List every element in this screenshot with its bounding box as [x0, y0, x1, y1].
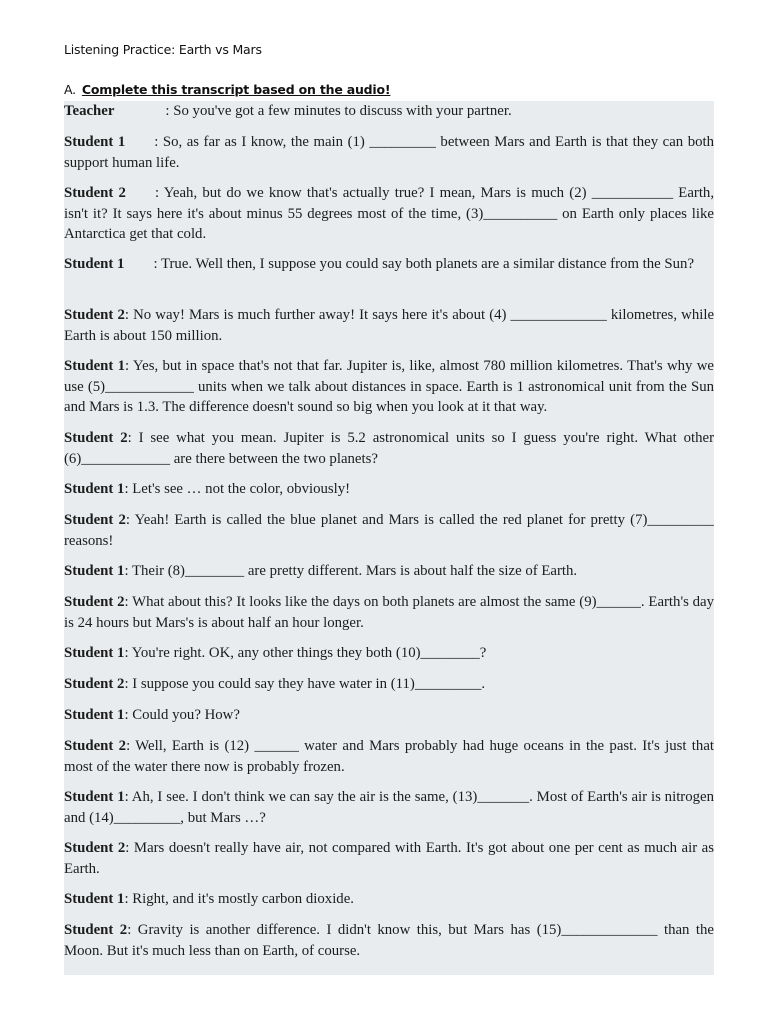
turn-text: You're right. OK, any other things they both (10)________?	[131, 645, 487, 661]
transcript-turn	[64, 479, 714, 500]
speaker-name: Student 1	[64, 563, 125, 579]
transcript-turn	[64, 736, 714, 777]
transcript-turn	[64, 838, 714, 879]
speaker-separator: :	[124, 481, 133, 497]
speaker-name: Student 1	[64, 134, 126, 150]
speaker-separator: :	[127, 430, 139, 446]
turn-text: Let's see … not the color, obviously!	[132, 481, 351, 497]
speaker-name: Student 2	[64, 307, 125, 323]
turn-text: Well, Earth is (12) ______ water and Mars probably had huge oceans in the past. It's just that most of the water there now is probably frozen.	[64, 738, 714, 775]
speaker-separator: :	[124, 645, 132, 661]
turn-text: Mars doesn't really have air, not compared with Earth. It's got about one per cent as much air as Earth.	[64, 840, 714, 877]
speaker-separator: :	[124, 676, 133, 692]
turn-text: Ah, I see. I don't think we can say the air is the same, (13)_______. Most of Earth's air is nitrogen and (14)_________, but Mars …?	[64, 789, 714, 826]
section-instruction: Complete this transcript based on the audio!	[81, 82, 391, 97]
speaker-separator: :	[125, 840, 134, 856]
speaker-name: Student 1	[64, 645, 125, 661]
speaker-name: Student 2	[64, 594, 125, 610]
speaker-separator: :	[124, 707, 133, 723]
transcript-turn	[64, 101, 714, 122]
speaker-name: Teacher	[64, 103, 115, 119]
speaker-separator: :	[153, 256, 161, 272]
speaker-name: Student 1	[64, 481, 125, 497]
speaker-separator: :	[124, 594, 133, 610]
speaker-name: Student 1	[64, 789, 125, 805]
speaker-separator: :	[124, 789, 132, 805]
speaker-separator: :	[127, 922, 138, 938]
worksheet-title: Listening Practice: Earth vs Mars	[64, 42, 262, 57]
speaker-name: Student 1	[64, 256, 125, 272]
speaker-separator: :	[125, 512, 135, 528]
turn-text: True. Well then, I suppose you could say both planets are a similar distance from the Sun?	[160, 256, 695, 272]
speaker-name: Student 2	[64, 922, 128, 938]
speaker-separator: :	[165, 103, 174, 119]
turn-text: Yes, but in space that's not that far. Jupiter is, like, almost 780 million kilometres. That's why we use (5)____________ units when we talk about distances in space. Earth is 1 astronomical unit from the Sun and Mars is 1.3. The difference doesn't sound so big when you look at it that way.	[64, 358, 714, 415]
speaker-separator: :	[125, 358, 133, 374]
transcript-turn	[64, 132, 714, 173]
speaker-name: Student 1	[64, 707, 125, 723]
turn-text: No way! Mars is much further away! It says here it's about (4) _____________ kilometres, while Earth is about 150 million.	[64, 307, 714, 344]
transcript-box	[64, 101, 714, 975]
turn-text: What about this? It looks like the days on both planets are almost the same (9)______. Earth's day is 24 hours but Mars's is about half an hour longer.	[64, 594, 714, 631]
transcript-turn	[64, 920, 714, 961]
turn-text: Yeah! Earth is called the blue planet and Mars is called the red planet for pretty (7)_________ reasons!	[64, 512, 714, 549]
turn-text: Gravity is another difference. I didn't know this, but Mars has (15)_____________ than the Moon. But it's much less than on Earth, of course.	[64, 922, 714, 959]
speaker-separator: :	[124, 891, 133, 907]
speaker-name: Student 2	[64, 676, 125, 692]
turn-text: Their (8)________ are pretty different. Mars is about half the size of Earth.	[131, 563, 578, 579]
speaker-separator: :	[124, 307, 134, 323]
turn-text: I suppose you could say they have water in (11)_________.	[132, 676, 486, 692]
speaker-name: Student 2	[64, 738, 127, 754]
speaker-name: Student 1	[64, 358, 126, 374]
transcript-turn	[64, 643, 714, 664]
transcript-turn	[64, 787, 714, 828]
section-letter: A.	[64, 82, 76, 97]
transcript-turn	[64, 254, 714, 275]
transcript-turn	[64, 510, 714, 551]
turn-text: Could you? How?	[132, 707, 240, 723]
turn-text: So, as far as I know, the main (1) _________ between Mars and Earth is that they can both support human life.	[64, 134, 714, 171]
transcript-turn	[64, 356, 714, 418]
turn-text: Yeah, but do we know that's actually true? I mean, Mars is much (2) ___________ Earth, isn't it? It says here it's about minus 55 degrees most of the time, (3)__________ on Earth only places like Antarctica get that cold.	[64, 185, 714, 242]
transcript-turn	[64, 705, 714, 726]
speaker-name: Student 1	[64, 891, 125, 907]
transcript-turn	[64, 592, 714, 633]
turn-text: Right, and it's mostly carbon dioxide.	[132, 891, 354, 907]
turn-text: So you've got a few minutes to discuss with your partner.	[173, 103, 512, 119]
transcript-turn	[64, 183, 714, 245]
section-a-heading	[64, 82, 390, 97]
speaker-name: Student 2	[64, 840, 126, 856]
transcript-turn	[64, 305, 714, 346]
speaker-name: Student 2	[64, 185, 126, 201]
transcript-turn	[64, 428, 714, 469]
speaker-separator: :	[154, 134, 163, 150]
speaker-name: Student 2	[64, 512, 126, 528]
speaker-separator: :	[126, 738, 136, 754]
transcript-turn	[64, 561, 714, 582]
transcript-turn	[64, 889, 714, 910]
transcript-turn	[64, 674, 714, 695]
speaker-name: Student 2	[64, 430, 128, 446]
turn-text: I see what you mean. Jupiter is 5.2 astronomical units so I guess you're right. What other (6)____________ are there between the two planets?	[64, 430, 714, 467]
speaker-separator: :	[124, 563, 132, 579]
speaker-separator: :	[154, 185, 164, 201]
